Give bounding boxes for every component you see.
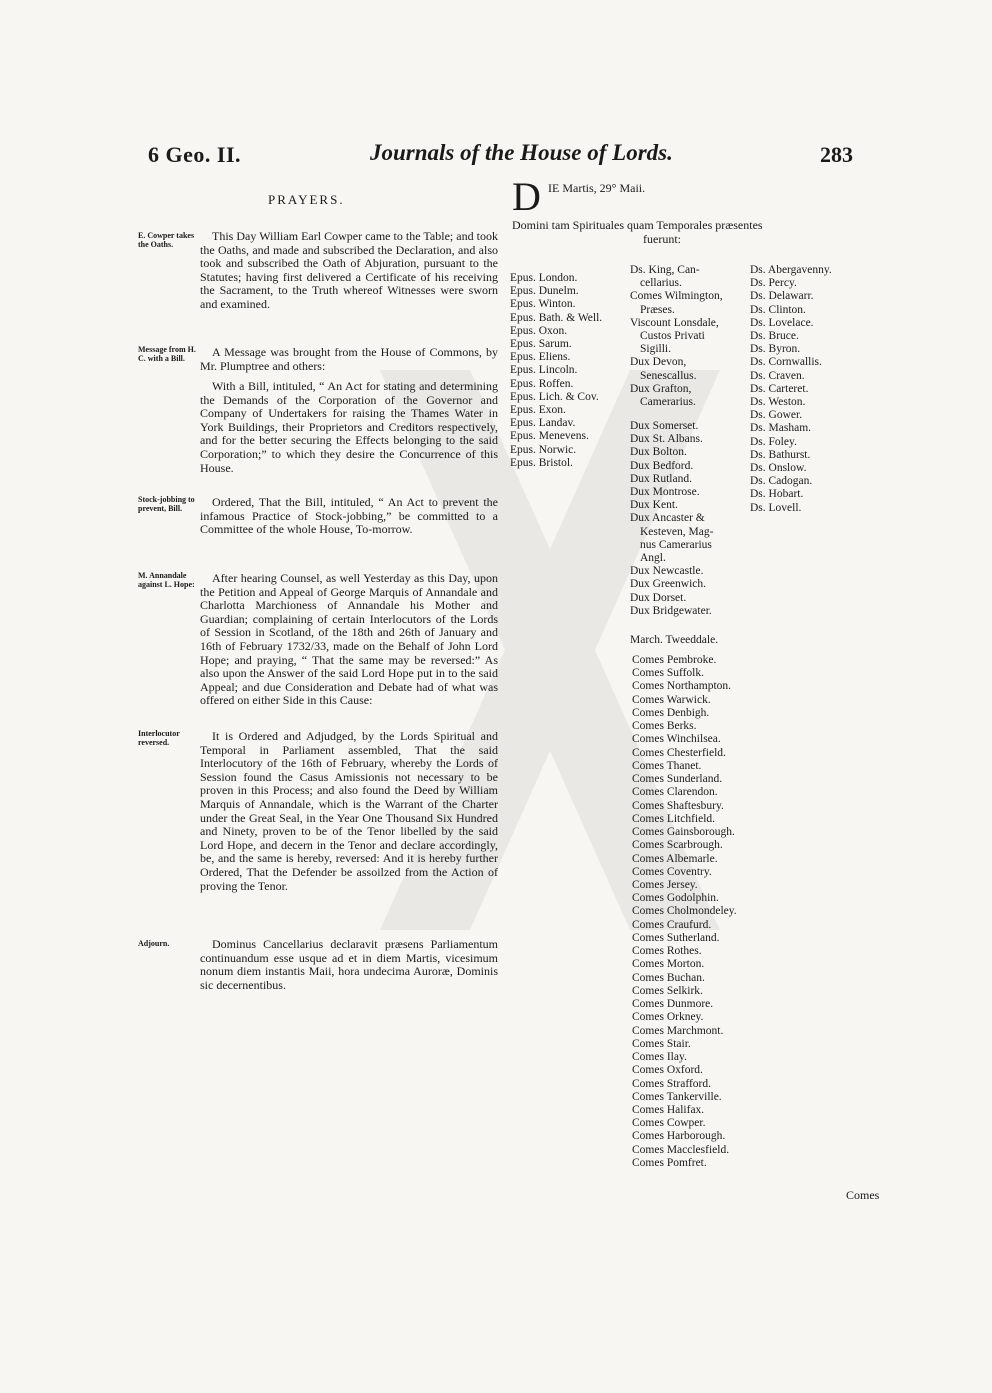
margin-note-stockjobbing: Stock-jobbing to prevent, Bill. xyxy=(138,495,195,513)
present-line-2: fuerunt: xyxy=(643,232,681,246)
list-item: Comes Scarbrough. xyxy=(632,839,723,852)
list-item: Comes Chesterfield. xyxy=(632,746,726,759)
list-item: Dux Montrose. xyxy=(630,486,700,499)
list-item: cellarius. xyxy=(640,277,682,290)
list-item: Epus. Winton. xyxy=(510,298,576,311)
list-item: Epus. Lich. & Cov. xyxy=(510,390,599,403)
list-item: Comes Sunderland. xyxy=(632,773,723,786)
list-item: Comes Northampton. xyxy=(632,680,732,693)
entry-annandale-appeal: After hearing Counsel, as well Yesterday as this Day, upon the Petition and Appeal of George Marquis of Annandale and Charlotta Marchioness of Annandale his Mother and Guardian; complaining of certain Interlocutors of the Lords of Session in Scotland, of the 18th and 26th of January and 16th of February 1732/33, made on the Behalf of John Lord Hope; and praying, “ That the same may be reversed:” As also upon the Answer of the said Lord Hope put in to the said Appeal; and due Consideration and Debate had of what was offered on either Side in this Cause: xyxy=(200,571,498,708)
list-item: Ds. Percy. xyxy=(750,277,797,290)
list-item: Ds. Masham. xyxy=(750,422,812,435)
marquess-entry xyxy=(630,634,718,647)
catchword: Comes xyxy=(846,1188,880,1202)
list-item: Comes Pomfret. xyxy=(632,1156,707,1169)
list-item: Comes Pembroke. xyxy=(632,654,717,666)
list-item: Comes Orkney. xyxy=(632,1011,704,1024)
list-item: Ds. Weston. xyxy=(750,396,806,409)
bishops-list xyxy=(510,272,602,470)
list-item: Ds. Abergavenny. xyxy=(750,264,832,276)
list-item: Comes Gainsborough. xyxy=(632,826,735,839)
list-item: Ds. Clinton. xyxy=(750,303,806,316)
list-item: Ds. Craven. xyxy=(750,369,805,382)
list-item: Dux Rutland. xyxy=(630,472,692,485)
list-item: Comes Warwick. xyxy=(632,693,711,706)
list-item: Comes Tankerville. xyxy=(632,1090,722,1103)
list-item: Ds. Gower. xyxy=(750,409,803,422)
list-item: Epus. Bath. & Well. xyxy=(510,311,603,324)
list-item: Dux Bedford. xyxy=(630,459,694,472)
list-item: Comes Craufurd. xyxy=(632,918,712,931)
list-item: Comes Jersey. xyxy=(632,878,698,891)
list-item: Comes Marchmont. xyxy=(632,1024,724,1037)
margin-note-adjourn: Adjourn. xyxy=(138,939,170,948)
list-item: Comes Halifax. xyxy=(632,1103,705,1116)
list-item: Dux Greenwich. xyxy=(630,578,707,591)
list-item: Dux Newcastle. xyxy=(630,565,704,578)
list-item: Ds. Byron. xyxy=(750,343,801,356)
list-item: Ds. Cornwallis. xyxy=(750,356,822,369)
list-item: Comes Albemarle. xyxy=(632,852,718,865)
list-item: Epus. Norwic. xyxy=(510,443,577,456)
list-item: Comes Stair. xyxy=(632,1037,691,1050)
officers-list xyxy=(630,264,723,409)
list-item: Comes Shaftesbury. xyxy=(632,799,724,812)
list-item: Comes Harborough. xyxy=(632,1130,726,1143)
margin-note-interlocutor: Interlocutor reversed. xyxy=(138,729,180,747)
list-item: Præses. xyxy=(640,303,675,316)
list-item: Ds. Lovelace. xyxy=(750,316,814,329)
list-item: Comes Litchfield. xyxy=(632,812,716,825)
list-item: Comes Wilmington, xyxy=(630,290,723,303)
list-item: Ds. Foley. xyxy=(750,435,797,448)
list-item: Dux Somerset. xyxy=(630,420,699,432)
list-item: Ds. Bruce. xyxy=(750,330,799,343)
list-item: Comes Rothes. xyxy=(632,945,702,958)
list-item: Sigilli. xyxy=(640,343,671,356)
list-item: Epus. Dunelm. xyxy=(510,285,579,298)
list-item: Epus. Sarum. xyxy=(510,338,572,351)
list-item: Dux Dorset. xyxy=(630,591,687,604)
list-item: Dux Grafton, xyxy=(630,382,692,395)
list-item: Viscount Lonsdale, xyxy=(630,316,719,329)
list-item: Comes Dunmore. xyxy=(632,998,714,1011)
list-item: Comes Godolphin. xyxy=(632,892,719,905)
list-item: Ds. Onslow. xyxy=(750,462,807,475)
prayers-heading: PRAYERS. xyxy=(268,192,345,207)
list-item: Comes Cholmondeley. xyxy=(632,905,737,918)
list-item: Dux Bridgewater. xyxy=(630,604,712,617)
entry-stockjobbing-bill: Ordered, That the Bill, intituled, “ An Act to prevent the infamous Practice of Stock-jobbing,” be committed to a Committee of the whole House, To-morrow. xyxy=(200,495,498,537)
list-item: Epus. Bristol. xyxy=(510,456,573,469)
entry-interlocutor-reversed: It is Ordered and Adjudged, by the Lords Spiritual and Temporal in Parliament assembled, That the said Interlocutory of the 16th of February, whereby the Lords of Session found the Casus Amissionis not necessary to be proven in this Process; and also found the Deed by William Marquis of Annandale, which is the Warrant of the Charter under the Great Seal, in the Year One Thousand Six Hundred and Ninety, proven to be of the Tenor libelled by the said Lord Hope, and decern in the Tenor and declare accordingly, be, and the same is hereby, reversed: And it is hereby further Ordered, That the Defender be assoilzed from the Action of proving the Tenor. xyxy=(200,729,498,893)
list-item: Kesteven, Mag- xyxy=(640,525,714,538)
drop-cap: D xyxy=(512,174,541,219)
list-item: Ds. Carteret. xyxy=(750,382,809,395)
list-item: Dux Kent. xyxy=(630,499,678,512)
list-item: Comes Thanet. xyxy=(632,759,702,772)
list-item: Ds. King, Can- xyxy=(630,264,700,276)
list-item: Comes Ilay. xyxy=(632,1051,687,1064)
list-item: March. Tweeddale. xyxy=(630,634,719,646)
entry-message-commons: A Message was brought from the House of Commons, by Mr. Plumptree and others: xyxy=(200,345,498,373)
list-item: Camerarius. xyxy=(640,396,696,409)
list-item: Comes Selkirk. xyxy=(632,984,703,997)
list-item: Comes Berks. xyxy=(632,720,697,733)
reign-header: 6 Geo. II. xyxy=(148,142,241,167)
list-item: Epus. Landav. xyxy=(510,417,576,430)
list-item: Epus. Exon. xyxy=(510,404,566,417)
list-item: Dux St. Albans. xyxy=(630,433,703,446)
list-item: Comes Strafford. xyxy=(632,1077,712,1090)
list-item: Dux Ancaster & xyxy=(630,512,705,525)
list-item: Epus. Roffen. xyxy=(510,377,574,390)
sitting-date: IE Martis, 29° Maii. xyxy=(548,181,646,195)
list-item: Comes Macclesfield. xyxy=(632,1143,730,1156)
list-item: Senescallus. xyxy=(640,369,697,382)
entry-york-buildings-bill: With a Bill, intituled, “ An Act for stating and determining the Demands of the Corporation of the Governor and Company of Undertakers for raising the Thames Water in York Buildings, their Proprietors and Creditors respectively, and for the better securing the Effects belonging to the said Corporation;” to which they desire the Concurrence of this House. xyxy=(200,379,498,475)
list-item: Custos Privati xyxy=(640,330,705,343)
list-item: Dux Devon, xyxy=(630,356,687,369)
list-item: Comes Suffolk. xyxy=(632,667,704,680)
list-item: Epus. Oxon. xyxy=(510,324,568,337)
list-item: Epus. Eliens. xyxy=(510,351,571,364)
list-item: Comes Oxford. xyxy=(632,1064,703,1077)
list-item: Comes Cowper. xyxy=(632,1117,706,1130)
dukes-list xyxy=(630,420,713,618)
barons-list xyxy=(750,264,832,515)
present-line-1: Domini tam Spirituales quam Temporales præsentes xyxy=(512,218,763,232)
list-item: nus Camerarius xyxy=(640,538,712,551)
list-item: Ds. Hobart. xyxy=(750,488,804,501)
entry-adjournment: Dominus Cancellarius declaravit præsens Parliamentum continuandum esse usque ad et in diem Martis, vicesimum nonum diem instantis Maii, hora undecima Auroræ, Dominis sic decernentibus. xyxy=(200,937,498,992)
lords-present-heading xyxy=(512,218,812,246)
list-item: Angl. xyxy=(640,552,666,565)
list-item: Ds. Lovell. xyxy=(750,501,802,514)
list-item: Comes Buchan. xyxy=(632,971,705,984)
list-item: Dux Bolton. xyxy=(630,446,687,459)
list-item: Comes Winchilsea. xyxy=(632,733,721,746)
margin-note-annandale: M. Annandale against L. Hope: xyxy=(138,571,195,589)
list-item: Comes Morton. xyxy=(632,958,705,971)
list-item: Ds. Delawarr. xyxy=(750,290,814,303)
list-item: Comes Coventry. xyxy=(632,865,712,878)
margin-note-cowper: E. Cowper takes the Oaths. xyxy=(138,231,195,249)
list-item: Epus. Lincoln. xyxy=(510,364,578,377)
list-item: Ds. Cadogan. xyxy=(750,475,813,488)
page-number: 283 xyxy=(820,142,853,167)
margin-note-message: Message from H. C. with a Bill. xyxy=(138,345,196,363)
list-item: Comes Clarendon. xyxy=(632,786,718,799)
list-item: Ds. Bathurst. xyxy=(750,448,811,461)
entry-cowper-oaths: This Day William Earl Cowper came to the Table; and took the Oaths, and made and subscribed the Declaration, and also took and subscribed the Oath of Abjuration, pursuant to the Statutes; having first delivered a Certificate of his receiving the Sacrament, to the Truth whereof Witnesses were sworn and examined. xyxy=(200,229,498,311)
list-item: Epus. London. xyxy=(510,272,578,284)
journal-title: Journals of the House of Lords. xyxy=(370,140,673,165)
earls-list xyxy=(632,654,737,1170)
list-item: Comes Sutherland. xyxy=(632,931,720,944)
list-item: Comes Denbigh. xyxy=(632,706,710,719)
list-item: Epus. Menevens. xyxy=(510,430,589,443)
